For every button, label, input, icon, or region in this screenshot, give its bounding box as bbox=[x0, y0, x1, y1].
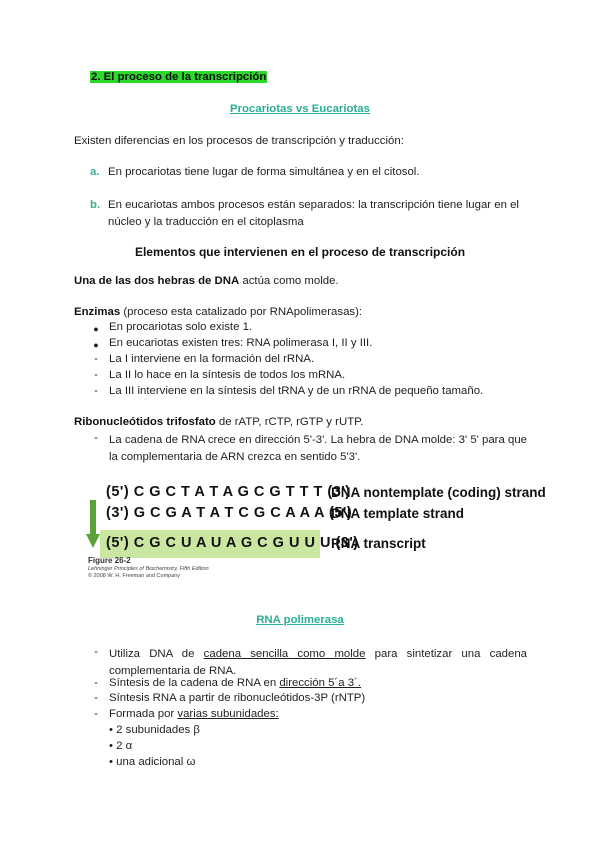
sequence-rna: (5') C G C U A U A G C G U U U (3') bbox=[106, 535, 359, 551]
bullet-icon: ● bbox=[93, 324, 99, 334]
dash-icon: - bbox=[94, 708, 98, 720]
figure-caption-title: Figure 26-2 bbox=[88, 556, 131, 565]
sequence-nontemplate: (5') C G C T A T A G C G T T T (3') bbox=[106, 484, 351, 500]
subtitle-rna-polimerasa: RNA polimerasa bbox=[256, 614, 344, 626]
list-item: La cadena de RNA crece en dirección 5'-3'. La hebra de DNA molde: 3' 5' para que la complementaria de ARN crezca en sentido 5'3'. bbox=[109, 434, 527, 463]
dash-icon: - bbox=[94, 677, 98, 689]
sub-item: • 2 α bbox=[109, 740, 133, 752]
list-item: La III interviene en la síntesis del tRNA y de un rRNA de pequeño tamaño. bbox=[109, 385, 484, 397]
ribo-text: Ribonucleótidos trifosfato de rATP, rCTP, rGTP y rUTP. bbox=[74, 416, 364, 428]
label-nontemplate: DNA nontemplate (coding) strand bbox=[331, 485, 546, 500]
sub-item: • una adicional ω bbox=[109, 756, 196, 768]
arrow-down-icon bbox=[86, 500, 100, 548]
section-heading: 2. El proceso de la transcripción bbox=[91, 71, 267, 83]
dash-icon: - bbox=[94, 385, 98, 397]
list-item: La I interviene en la formación del rRNA. bbox=[109, 353, 315, 365]
enzimas-text: Enzimas (proceso esta catalizado por RNApolimerasas): bbox=[74, 306, 363, 318]
sequence-template: (3') G C G A T A T C G C A A A (5') bbox=[106, 505, 353, 521]
subtitle-procariotas: Procariotas vs Eucariotas bbox=[230, 103, 370, 115]
heading-elementos: Elementos que intervienen en el proceso de transcripción bbox=[134, 245, 466, 259]
sub-item: • 2 subunidades β bbox=[109, 724, 200, 736]
list-item: a. En procariotas tiene lugar de forma simultánea y en el citosol. bbox=[90, 166, 420, 178]
label-template: DNA template strand bbox=[331, 506, 465, 521]
dash-icon: - bbox=[94, 646, 98, 658]
list-item: La II lo hace en la síntesis de todos los mRNA. bbox=[109, 369, 346, 381]
bullet-icon: ● bbox=[93, 340, 99, 350]
figure-caption-copyright: © 2008 W. H. Freeman and Company bbox=[88, 573, 181, 579]
figure-caption-source: Lehninger Principles of Biochemistry, Fifth Edition bbox=[88, 566, 209, 572]
list-item: Utiliza DNA de cadena sencilla como molde para sintetizar una cadena complementaria de RNA. bbox=[109, 648, 527, 677]
list-item: En procariotas solo existe 1. bbox=[109, 321, 253, 333]
dash-icon: - bbox=[94, 369, 98, 381]
label-rna: RNA transcript bbox=[331, 536, 426, 551]
dash-icon: - bbox=[94, 432, 98, 444]
list-item: b. En eucariotas ambos procesos están separados: la transcripción tiene lugar en el núcleo y la traducción en el citoplasma bbox=[90, 199, 519, 228]
list-item: En eucariotas existen tres: RNA polimerasa I, II y III. bbox=[109, 337, 373, 349]
intro-text: Existen diferencias en los procesos de transcripción y traducción: bbox=[74, 135, 404, 147]
dash-icon: - bbox=[94, 353, 98, 365]
dash-icon: - bbox=[94, 692, 98, 704]
list-item: Formada por varias subunidades: bbox=[109, 708, 279, 720]
molde-text: Una de las dos hebras de DNA actúa como molde. bbox=[74, 275, 339, 287]
list-item: Síntesis de la cadena de RNA en dirección 5´a 3´. bbox=[109, 677, 362, 689]
list-item: Síntesis RNA a partir de ribonucleótidos-3P (rNTP) bbox=[109, 692, 366, 704]
